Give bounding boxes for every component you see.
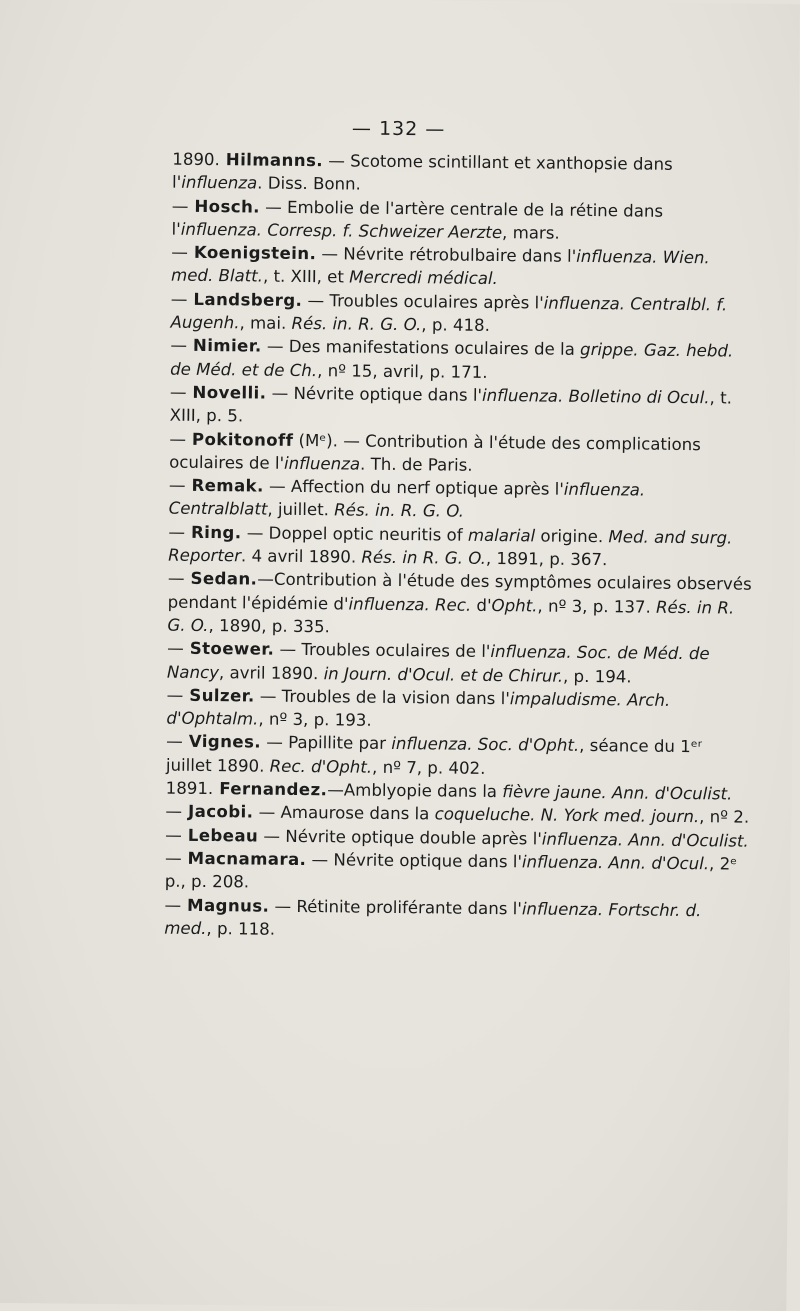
entry-lead: — bbox=[166, 732, 183, 752]
bibliography-entry bbox=[169, 427, 753, 480]
italic-reference: Mercredi médical. bbox=[349, 267, 498, 289]
entry-text: , 1890, p. 335. bbox=[208, 615, 330, 637]
page-number: — 132 — bbox=[351, 117, 446, 141]
italic-reference: grippe. Gaz. hebd. de Méd. et de Ch. bbox=[170, 340, 734, 380]
entry-text: , mai. bbox=[239, 313, 292, 333]
entry-text: . Diss. Bonn. bbox=[257, 173, 361, 194]
entry-lead: — bbox=[167, 638, 184, 659]
bibliography-entry bbox=[166, 683, 750, 736]
author-name: Jacobi. bbox=[187, 802, 254, 822]
bibliography-entry bbox=[172, 148, 756, 201]
entry-lead: — bbox=[171, 196, 189, 216]
entry-lead: — bbox=[170, 335, 188, 356]
italic-reference: influenza. Fortschr. d. med. bbox=[164, 898, 702, 938]
entry-text: — Amaurose dans la bbox=[253, 802, 435, 824]
entry-text: — Névrite optique dans l' bbox=[266, 383, 483, 405]
entry-lead: — bbox=[171, 242, 189, 262]
author-name: Novelli. bbox=[192, 382, 267, 403]
italic-reference: influenza. Bolletino di Ocul. bbox=[481, 385, 710, 408]
entry-text: — Scotome scintillant et xanthopsie dans l' bbox=[171, 151, 673, 193]
entry-text: origine. bbox=[535, 526, 609, 546]
entry-text: , mars. bbox=[501, 222, 560, 243]
italic-reference: Med. and surg. Reporter bbox=[168, 526, 733, 566]
entry-text: , p. 118. bbox=[206, 918, 276, 939]
italic-reference: Opht. bbox=[491, 595, 538, 616]
author-name: Ring. bbox=[190, 522, 242, 543]
author-name: Magnus. bbox=[187, 895, 270, 916]
italic-reference: Rés. in. R. G. O. bbox=[291, 313, 422, 335]
author-name: Vignes. bbox=[188, 732, 262, 753]
entry-text: , avril 1890. bbox=[218, 662, 324, 683]
bibliography-entry bbox=[170, 381, 754, 434]
entry-text: , t. XIII, et bbox=[262, 267, 350, 287]
entry-lead: — bbox=[167, 568, 185, 589]
entry-text: — Papillite par bbox=[260, 733, 392, 754]
entry-text: — Troubles oculaires de l' bbox=[274, 639, 491, 662]
italic-reference: coqueluche. N. York med. journ. bbox=[434, 804, 700, 827]
author-name: Hilmanns. bbox=[225, 150, 324, 171]
bibliography-entry bbox=[171, 194, 755, 247]
entry-lead: — bbox=[165, 825, 182, 845]
italic-reference: influenza. Ann. d'Ocul. bbox=[521, 852, 710, 874]
italic-reference: fièvre jaune. Ann. d'Oculist. bbox=[502, 782, 733, 804]
author-name: Lebeau bbox=[187, 825, 259, 846]
entry-text: — Affection du nerf optique après l' bbox=[263, 476, 564, 499]
entry-text: , nº 3, p. 137. bbox=[537, 596, 657, 617]
entry-text: , nº 15, avril, p. 171. bbox=[317, 360, 488, 382]
author-name: Koenigstein. bbox=[193, 243, 317, 264]
bibliography-entry bbox=[167, 637, 751, 690]
author-name: Fernandez. bbox=[219, 779, 328, 800]
entry-text: — Doppel optic neuritis of bbox=[241, 523, 468, 545]
entry-text: — Des manifestations oculaires de la bbox=[261, 336, 581, 360]
entry-text: — Troubles de la vision dans l' bbox=[254, 686, 510, 709]
entry-text: , nº 7, p. 402. bbox=[372, 757, 486, 778]
entry-text: . 4 avril 1890. bbox=[240, 546, 362, 567]
entry-text: , t. XIII, p. 5. bbox=[169, 388, 733, 426]
italic-reference: impaludisme. Arch. d'Ophtalm. bbox=[166, 689, 671, 729]
entry-text: — Névrite optique double après l' bbox=[258, 826, 542, 849]
author-name: Sedan. bbox=[190, 569, 258, 589]
entry-lead: — bbox=[164, 848, 182, 868]
author-name: Sulzer. bbox=[189, 685, 255, 706]
entry-lead: — bbox=[170, 289, 188, 309]
author-name: Stoewer. bbox=[189, 639, 275, 659]
bibliography-list bbox=[164, 148, 756, 946]
entry-lead: — bbox=[166, 685, 184, 705]
italic-reference: influenza. Centralblatt bbox=[168, 479, 646, 520]
bibliography-entry bbox=[164, 893, 748, 946]
entry-text: —Amblyopie dans la bbox=[327, 780, 503, 802]
entry-text: — Névrite optique dans l' bbox=[306, 849, 523, 872]
entry-text: d' bbox=[471, 595, 492, 615]
entry-text: . Th. de Paris. bbox=[359, 454, 473, 475]
entry-lead: — bbox=[164, 895, 182, 915]
bibliography-entry bbox=[171, 241, 755, 294]
entry-text: —Contribution à l'étude des symptômes oculaires observés pendant l'épidémie d' bbox=[167, 569, 752, 614]
italic-reference: influenza. Wien. med. Blatt. bbox=[171, 247, 710, 287]
entry-lead: — bbox=[165, 801, 183, 822]
entry-text: — Névrite rétrobulbaire dans l' bbox=[316, 244, 577, 267]
author-name: Hosch. bbox=[194, 196, 261, 217]
italic-reference: influenza. Rec. bbox=[348, 594, 472, 615]
author-name: Landsberg. bbox=[193, 289, 303, 310]
italic-reference: in Journ. d'Ocul. et de Chirur. bbox=[323, 663, 564, 686]
entry-text: , p. 418. bbox=[421, 315, 491, 336]
entry-text: , p. 194. bbox=[562, 666, 632, 686]
author-name: Macnamara. bbox=[187, 848, 307, 869]
entry-text: — Rétinite proliférante dans l' bbox=[269, 896, 522, 918]
italic-reference: influenza bbox=[181, 173, 258, 193]
entry-lead: — bbox=[168, 475, 186, 495]
entry-text: , séance du 1ᵉʳ juillet 1890. bbox=[165, 736, 703, 776]
entry-text: (Mᵉ). — Contribution à l'étude des complications oculaires de l' bbox=[169, 430, 701, 473]
italic-reference: Rés. in R. G. O. bbox=[167, 597, 735, 635]
entry-text: , 2ᵉ p., p. 208. bbox=[164, 854, 738, 892]
italic-reference: influenza. Centralbl. f. Augenh. bbox=[170, 293, 728, 333]
italic-reference: Rec. d'Opht. bbox=[269, 756, 373, 777]
entry-text: — Embolie de l'artère centrale de la rétine dans l' bbox=[171, 197, 664, 239]
italic-reference: influenza. Soc. de Méd. de Nancy bbox=[166, 642, 710, 682]
italic-reference: malarial bbox=[467, 525, 536, 546]
italic-reference: influenza. Corresp. f. Schweizer Aerzte bbox=[180, 219, 503, 242]
entry-lead: 1890. bbox=[172, 149, 220, 170]
bibliography-entry bbox=[165, 846, 749, 899]
author-name: Pokitonoff bbox=[191, 429, 294, 450]
bibliography-entry bbox=[170, 287, 754, 340]
entry-text: , nº 3, p. 193. bbox=[258, 709, 372, 730]
bibliography-entry bbox=[169, 474, 753, 527]
author-name: Remak. bbox=[191, 476, 264, 496]
entry-text: , juillet. bbox=[267, 500, 335, 520]
italic-reference: Rés. in. R. G. O. bbox=[334, 500, 465, 522]
italic-reference: Rés. in R. G. O. bbox=[361, 547, 487, 568]
entry-lead: — bbox=[169, 429, 187, 449]
author-name: Nimier. bbox=[192, 336, 262, 356]
italic-reference: influenza. Ann. d'Oculist. bbox=[541, 829, 749, 851]
italic-reference: influenza. Soc. d'Opht. bbox=[391, 734, 580, 756]
italic-reference: influenza bbox=[284, 453, 361, 474]
entry-lead: 1891. bbox=[165, 778, 214, 799]
entry-lead: — bbox=[169, 382, 187, 402]
bibliography-entry bbox=[166, 730, 750, 783]
entry-text: , nº 2. bbox=[699, 807, 750, 828]
entry-text: , 1891, p. 367. bbox=[485, 548, 608, 570]
entry-text: — Troubles oculaires après l' bbox=[302, 290, 544, 313]
bibliography-entry bbox=[168, 520, 752, 573]
entry-lead: — bbox=[168, 522, 186, 542]
bibliography-entry bbox=[167, 567, 752, 643]
bibliography-entry bbox=[170, 334, 754, 387]
